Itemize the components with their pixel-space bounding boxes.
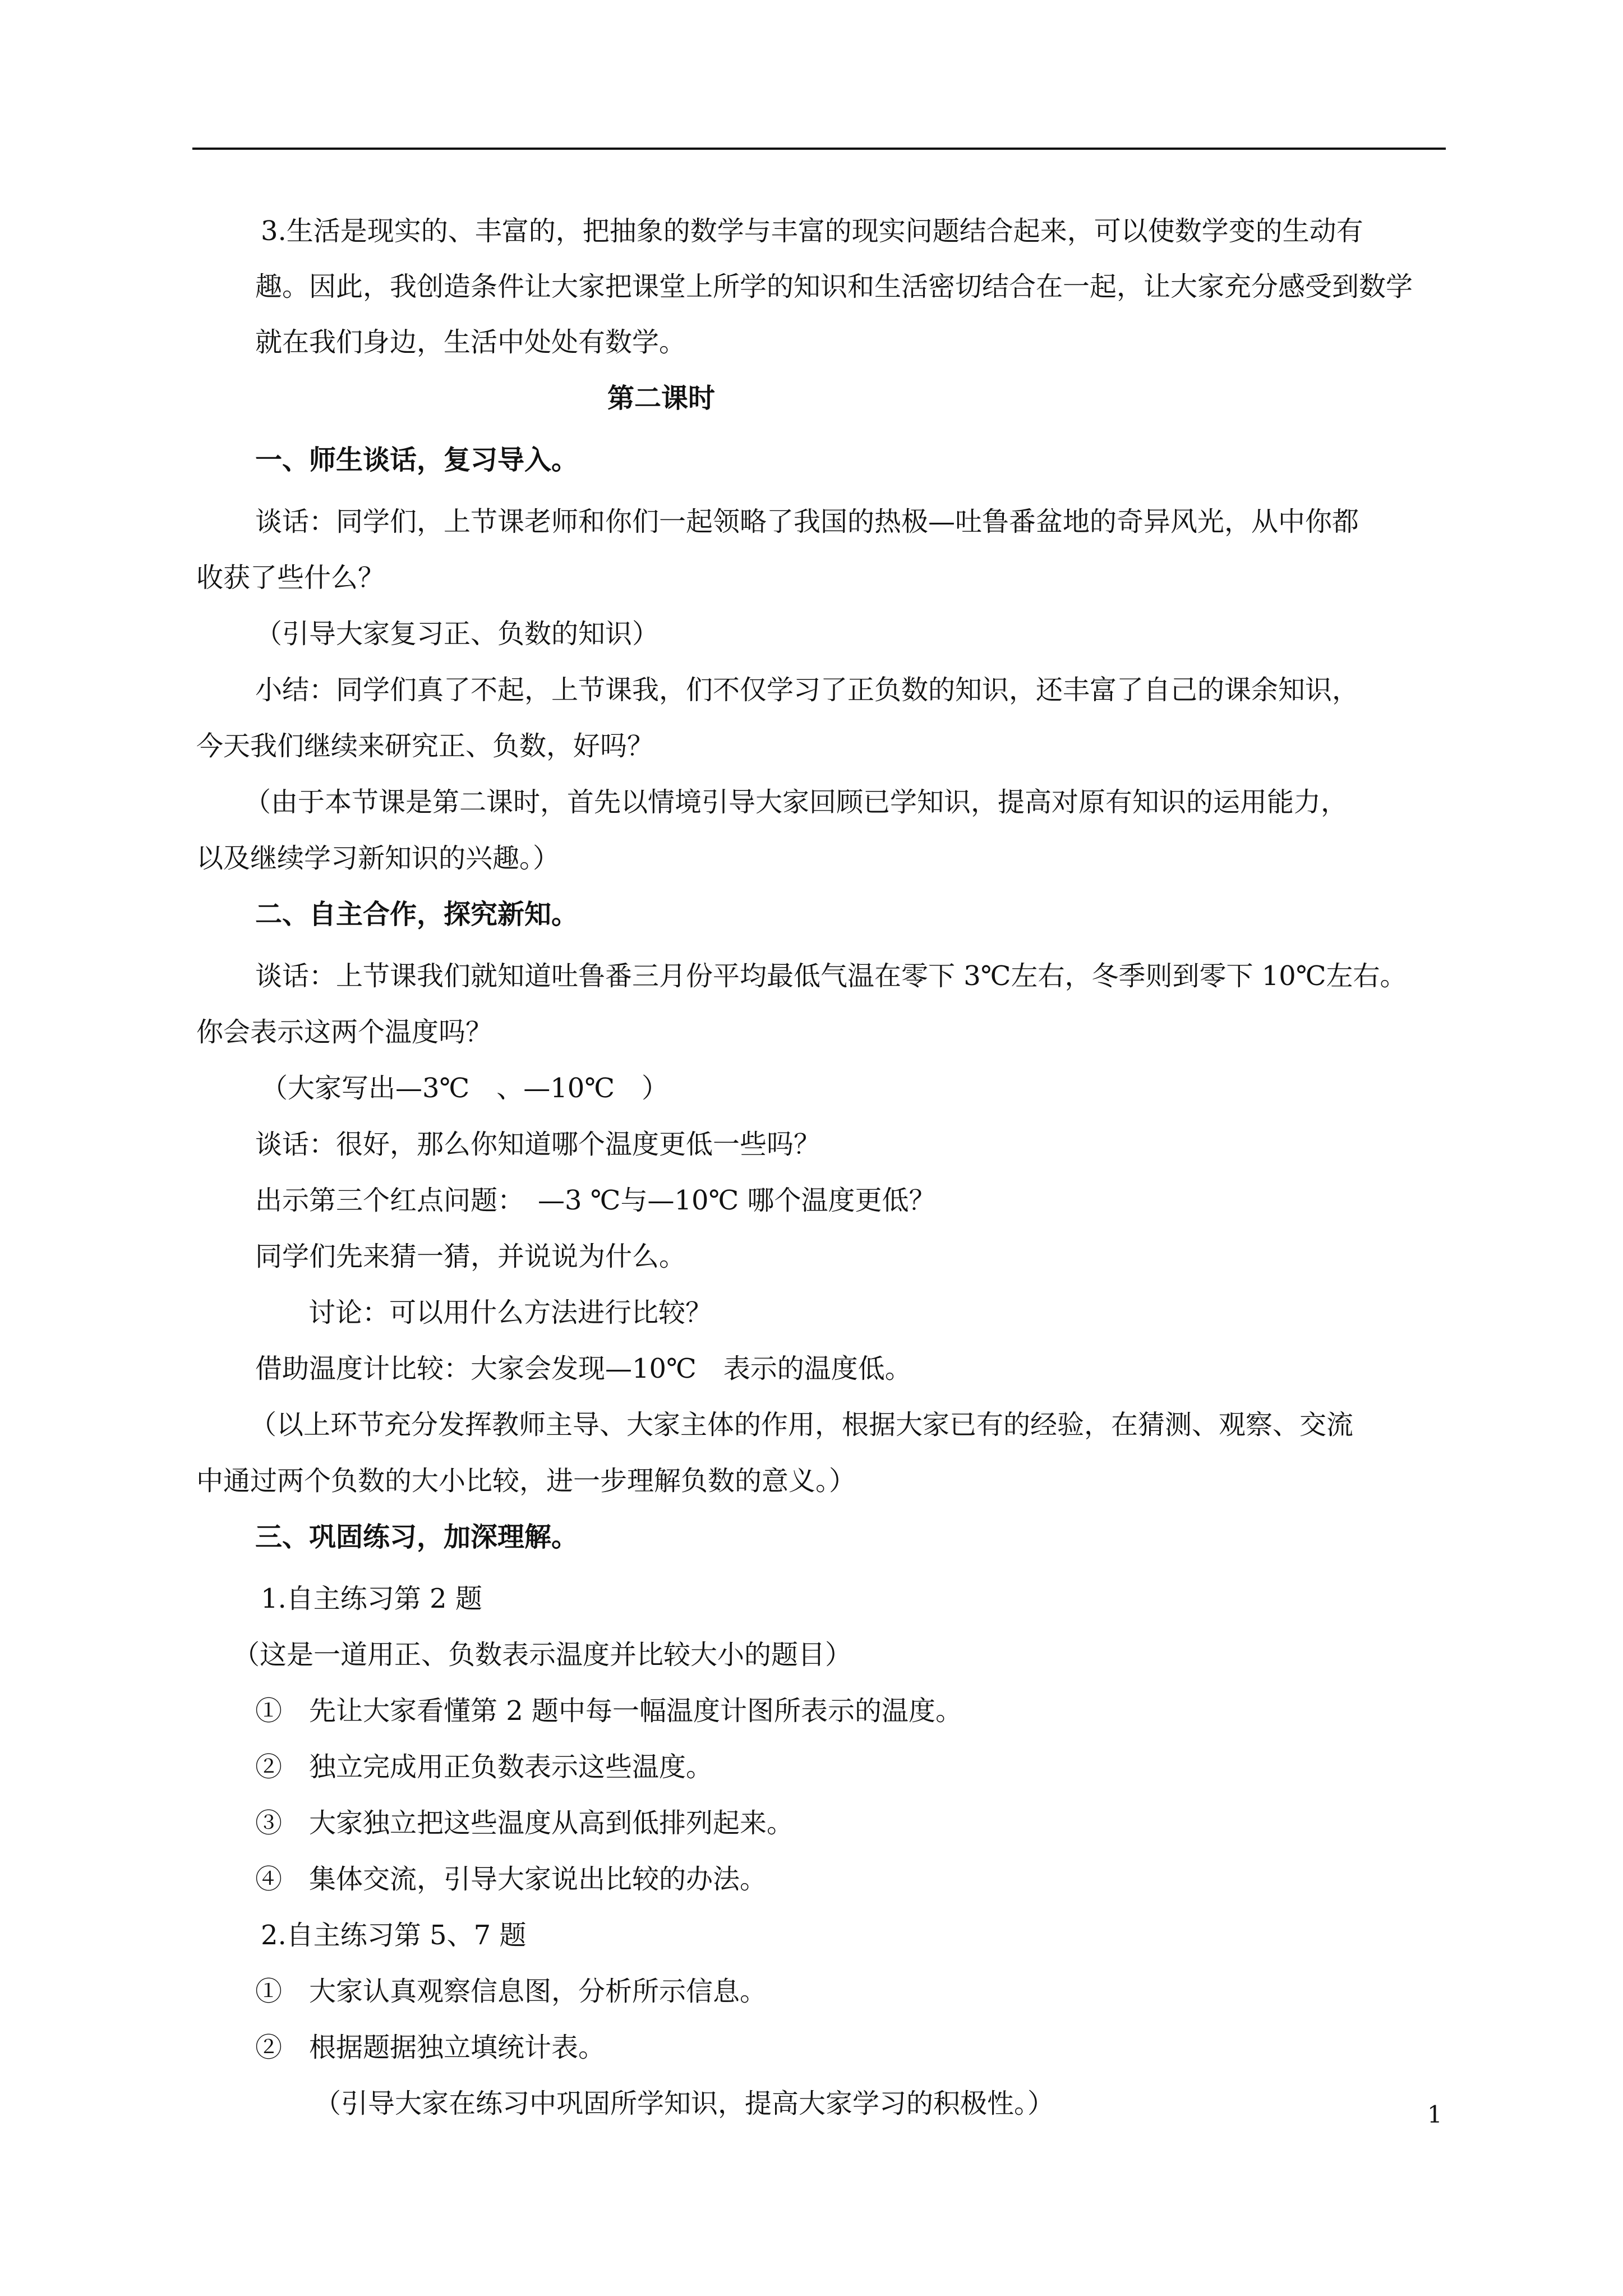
paragraph-line: 以及继续学习新知识的兴趣。） xyxy=(196,843,560,874)
paragraph-line: 借助温度计比较：大家会发现—10℃ 表示的温度低。 xyxy=(255,1353,912,1384)
paragraph-line: 3.生活是现实的、丰富的，把抽象的数学与丰富的现实问题结合起来，可以使数学变的生动有 xyxy=(261,215,1363,247)
section-heading: 二、自主合作，探究新知。 xyxy=(255,899,579,930)
paragraph-line: 趣。因此，我创造条件让大家把课堂上所学的知识和生活密切结合在一起，让大家充分感受到数学 xyxy=(255,271,1413,302)
paragraph-line: （引导大家在练习中巩固所学知识，提高大家学习的积极性。） xyxy=(314,2088,1055,2119)
list-item: ② 根据题据独立填统计表。 xyxy=(255,2032,606,2063)
paragraph-line: （由于本节课是第二课时，首先以情境引导大家回顾已学知识，提高对原有知识的运用能力， xyxy=(244,786,1348,818)
paragraph-line: 你会表示这两个温度吗？ xyxy=(196,1016,493,1048)
lesson-title: 第二课时 xyxy=(607,383,716,414)
section-heading: 一、师生谈话，复习导入。 xyxy=(255,444,579,476)
paragraph-line: 讨论：可以用什么方法进行比较？ xyxy=(308,1297,713,1328)
paragraph-line: 就在我们身边，生活中处处有数学。 xyxy=(255,326,686,358)
paragraph-line: 中通过两个负数的大小比较，进一步理解负数的意义。） xyxy=(196,1465,856,1497)
paragraph-line: 同学们先来猜一猜，并说说为什么。 xyxy=(255,1241,686,1272)
list-item: ① 先让大家看懂第 2 题中每一幅温度计图所表示的温度。 xyxy=(255,1695,963,1727)
exercise-title: 2.自主练习第 5、7 题 xyxy=(261,1920,527,1951)
paragraph-line: 收获了些什么？ xyxy=(196,562,385,593)
header-rule xyxy=(192,148,1446,150)
list-item: ④ 集体交流，引导大家说出比较的办法。 xyxy=(255,1864,767,1895)
paragraph-line: 出示第三个红点问题： —3 ℃与—10℃ 哪个温度更低？ xyxy=(255,1185,936,1216)
paragraph-line: 谈话：很好，那么你知道哪个温度更低一些吗？ xyxy=(255,1129,821,1160)
paragraph-line: 谈话：上节课我们就知道吐鲁番三月份平均最低气温在零下 3℃左右，冬季则到零下 10℃左右。 xyxy=(255,960,1407,992)
page-number: 1 xyxy=(1427,2101,1442,2128)
list-item: ② 独立完成用正负数表示这些温度。 xyxy=(255,1751,713,1783)
paragraph-line: （以上环节充分发挥教师主导、大家主体的作用，根据大家已有的经验，在猜测、观察、交流 xyxy=(250,1409,1354,1441)
section-heading: 三、巩固练习，加深理解。 xyxy=(255,1521,579,1553)
paragraph-line: （这是一道用正、负数表示温度并比较大小的题目） xyxy=(233,1639,852,1671)
list-item: ③ 大家独立把这些温度从高到低排列起来。 xyxy=(255,1807,794,1839)
exercise-title: 1.自主练习第 2 题 xyxy=(261,1583,482,1614)
list-item: ① 大家认真观察信息图，分析所示信息。 xyxy=(255,1976,767,2007)
paragraph-line: （引导大家复习正、负数的知识） xyxy=(255,618,660,650)
paragraph-line: （大家写出—3℃ 、—10℃ ） xyxy=(261,1073,669,1104)
paragraph-line: 谈话：同学们，上节课老师和你们一起领略了我国的热极—吐鲁番盆地的奇异风光，从中你都 xyxy=(255,506,1359,537)
paragraph-line: 今天我们继续来研究正、负数，好吗？ xyxy=(196,730,654,762)
paragraph-line: 小结：同学们真了不起，上节课我，们不仅学习了正负数的知识，还丰富了自己的课余知识， xyxy=(255,674,1359,706)
